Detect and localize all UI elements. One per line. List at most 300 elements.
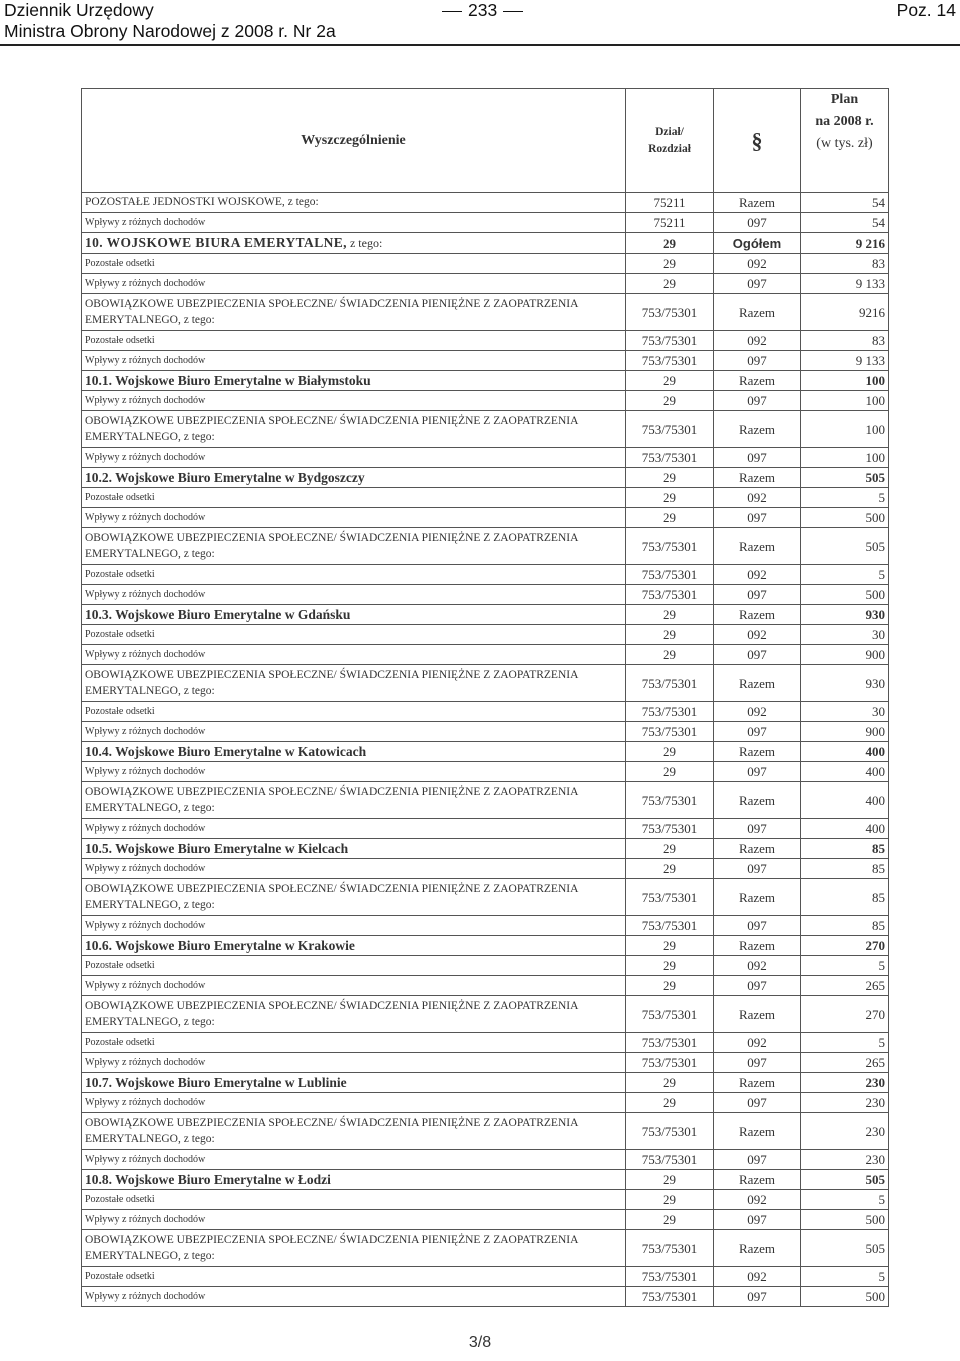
row-paragraph: Razem: [714, 996, 801, 1033]
table-row: [82, 528, 889, 565]
row-description: [82, 1230, 626, 1267]
row-dzial: 29: [626, 233, 714, 254]
table-row: [82, 351, 889, 371]
row-description-text: Wpływy z różnych dochodów: [85, 278, 206, 289]
row-description-text: Wpływy z różnych dochodów: [85, 355, 206, 366]
row-description-text: 10.3. Wojskowe Biuro Emerytalne w Gdańsku: [85, 607, 351, 622]
row-description-text: Wpływy z różnych dochodów: [85, 1154, 206, 1165]
row-description: [82, 468, 626, 488]
row-dzial: 753/75301: [626, 1267, 714, 1287]
table-row: [82, 859, 889, 879]
row-description-text: 10.8. Wojskowe Biuro Emerytalne w Łodzi: [85, 1172, 331, 1187]
row-paragraph: 092: [714, 625, 801, 645]
row-dzial: 753/75301: [626, 585, 714, 605]
row-plan-value: 5: [801, 1267, 889, 1287]
row-plan-value: 9216: [801, 294, 889, 331]
row-paragraph: Razem: [714, 742, 801, 762]
row-plan-value: 500: [801, 1287, 889, 1307]
row-description-text: POZOSTAŁE JEDNOSTKI WOJSKOWE, z tego:: [85, 196, 319, 208]
row-plan-value: 30: [801, 702, 889, 722]
table-row: [82, 565, 889, 585]
row-dzial: 29: [626, 488, 714, 508]
row-paragraph: 092: [714, 1267, 801, 1287]
table-row: [82, 722, 889, 742]
row-paragraph: 097: [714, 274, 801, 294]
row-paragraph: 097: [714, 645, 801, 665]
row-description-text: 10.5. Wojskowe Biuro Emerytalne w Kielcach: [85, 841, 349, 856]
table-row: [82, 391, 889, 411]
row-description: [82, 351, 626, 371]
row-description-text: Pozostałe odsetki: [85, 706, 155, 717]
row-dzial: 753/75301: [626, 411, 714, 448]
row-plan-value: 9 133: [801, 351, 889, 371]
row-dzial: 29: [626, 1190, 714, 1210]
row-paragraph: Razem: [714, 371, 801, 391]
dash-right: [503, 11, 523, 12]
table-row: [82, 233, 889, 254]
row-plan-value: 5: [801, 1190, 889, 1210]
header-plan-line2: na 2008 r.: [815, 114, 874, 129]
row-paragraph: 097: [714, 976, 801, 996]
row-description: [82, 1267, 626, 1287]
row-dzial: 753/75301: [626, 565, 714, 585]
row-paragraph: Razem: [714, 193, 801, 213]
row-plan-value: 230: [801, 1113, 889, 1150]
row-description: [82, 448, 626, 468]
row-plan-value: 930: [801, 665, 889, 702]
row-plan-value: 500: [801, 585, 889, 605]
row-description: [82, 1053, 626, 1073]
row-plan-value: 230: [801, 1150, 889, 1170]
header-rule: [0, 44, 960, 46]
table-row: [82, 976, 889, 996]
row-description-text: OBOWIĄZKOWE UBEZPIECZENIA SPOŁECZNE/ ŚWIADCZENIA PIENIĘŻNE Z ZAOPATRZENIA EMERYTALNEGO, z tego:: [85, 298, 578, 326]
row-description-text: Wpływy z różnych dochodów: [85, 766, 206, 777]
row-paragraph: Razem: [714, 839, 801, 859]
publisher-line: Ministra Obrony Narodowej z 2008 r. Nr 2a: [4, 21, 336, 41]
row-description-text: Pozostałe odsetki: [85, 258, 155, 269]
table-row: [82, 371, 889, 391]
row-description-text: Wpływy z różnych dochodów: [85, 649, 206, 660]
row-dzial: 29: [626, 1073, 714, 1093]
page-header-left: [4, 0, 336, 42]
row-paragraph: 092: [714, 331, 801, 351]
row-paragraph: 097: [714, 916, 801, 936]
row-description: [82, 254, 626, 274]
row-plan-value: 230: [801, 1093, 889, 1113]
row-plan-value: 265: [801, 976, 889, 996]
row-dzial: 753/75301: [626, 294, 714, 331]
table-row: [82, 508, 889, 528]
row-description: [82, 508, 626, 528]
row-plan-value: 5: [801, 1033, 889, 1053]
row-plan-value: 230: [801, 1073, 889, 1093]
table-row: [82, 762, 889, 782]
header-description: Wyszczególnienie: [82, 89, 626, 193]
row-plan-value: 54: [801, 193, 889, 213]
row-dzial: 753/75301: [626, 1113, 714, 1150]
table-row: [82, 916, 889, 936]
row-paragraph: Razem: [714, 528, 801, 565]
table-row: [82, 331, 889, 351]
dash-left: [442, 11, 462, 12]
row-dzial: 29: [626, 839, 714, 859]
row-paragraph: 092: [714, 1033, 801, 1053]
row-description: [82, 936, 626, 956]
row-paragraph: Razem: [714, 879, 801, 916]
row-plan-value: 400: [801, 762, 889, 782]
row-dzial: 29: [626, 1093, 714, 1113]
row-paragraph: Razem: [714, 782, 801, 819]
row-dzial: 29: [626, 254, 714, 274]
row-dzial: 753/75301: [626, 782, 714, 819]
row-description: [82, 488, 626, 508]
row-paragraph: 097: [714, 391, 801, 411]
row-description: [82, 391, 626, 411]
row-plan-value: 265: [801, 1053, 889, 1073]
row-description: [82, 605, 626, 625]
row-dzial: 29: [626, 742, 714, 762]
row-paragraph: 092: [714, 565, 801, 585]
header-dzial-line2: Rozdział: [648, 142, 691, 155]
table-row: [82, 1230, 889, 1267]
row-paragraph: 097: [714, 1287, 801, 1307]
table-row: [82, 468, 889, 488]
row-paragraph: Razem: [714, 1073, 801, 1093]
header-plan: [801, 89, 889, 193]
table-row: [82, 1053, 889, 1073]
row-dzial: 29: [626, 371, 714, 391]
row-paragraph: 097: [714, 508, 801, 528]
row-paragraph: Razem: [714, 605, 801, 625]
row-description: [82, 1170, 626, 1190]
row-paragraph: Razem: [714, 1113, 801, 1150]
row-description: [82, 565, 626, 585]
row-paragraph: Razem: [714, 294, 801, 331]
table-row: [82, 294, 889, 331]
row-paragraph: 097: [714, 585, 801, 605]
table-row: [82, 411, 889, 448]
table-row: [82, 1170, 889, 1190]
row-plan-value: 100: [801, 448, 889, 468]
row-paragraph: 097: [714, 1150, 801, 1170]
row-description: [82, 233, 626, 254]
row-paragraph: 092: [714, 956, 801, 976]
page-number: [436, 0, 529, 21]
row-paragraph: 097: [714, 351, 801, 371]
header-dzial-line1: Dział/: [655, 125, 684, 138]
header-plan-line1: Plan: [830, 92, 859, 107]
row-plan-value: 100: [801, 371, 889, 391]
row-description: [82, 331, 626, 351]
row-dzial: 29: [626, 605, 714, 625]
row-paragraph: 097: [714, 762, 801, 782]
row-plan-value: 270: [801, 936, 889, 956]
row-description-text: OBOWIĄZKOWE UBEZPIECZENIA SPOŁECZNE/ ŚWIADCZENIA PIENIĘŻNE Z ZAOPATRZENIA EMERYTALNEGO, z tego:: [85, 669, 578, 697]
table-row: [82, 936, 889, 956]
row-description-text: 10.1. Wojskowe Biuro Emerytalne w Białymstoku: [85, 373, 371, 388]
table-row: [82, 1093, 889, 1113]
row-paragraph: Razem: [714, 665, 801, 702]
row-plan-value: 500: [801, 508, 889, 528]
row-description-text: OBOWIĄZKOWE UBEZPIECZENIA SPOŁECZNE/ ŚWIADCZENIA PIENIĘŻNE Z ZAOPATRZENIA EMERYTALNEGO, z tego:: [85, 1234, 578, 1262]
row-paragraph: 097: [714, 213, 801, 233]
row-dzial: 29: [626, 274, 714, 294]
row-plan-value: 54: [801, 213, 889, 233]
row-description: [82, 916, 626, 936]
row-description: [82, 1093, 626, 1113]
row-description: [82, 625, 626, 645]
row-description-text: Pozostałe odsetki: [85, 629, 155, 640]
row-description-text: Wpływy z różnych dochodów: [85, 452, 206, 463]
row-description: [82, 859, 626, 879]
row-dzial: 753/75301: [626, 916, 714, 936]
row-description-text: Pozostałe odsetki: [85, 1037, 155, 1048]
row-description: [82, 742, 626, 762]
row-plan-value: 400: [801, 819, 889, 839]
position-label: Poz. 14: [896, 0, 956, 20]
row-dzial: 753/75301: [626, 879, 714, 916]
row-paragraph: 092: [714, 488, 801, 508]
row-plan-value: 900: [801, 722, 889, 742]
row-plan-value: 270: [801, 996, 889, 1033]
row-paragraph: Razem: [714, 1230, 801, 1267]
row-description-text: Wpływy z różnych dochodów: [85, 863, 206, 874]
row-description: [82, 665, 626, 702]
row-description: [82, 762, 626, 782]
table-row: [82, 1210, 889, 1230]
row-dzial: 753/75301: [626, 351, 714, 371]
row-description-text: 10. WOJSKOWE BIURA EMERYTALNE,: [85, 235, 347, 250]
row-description: [82, 213, 626, 233]
table-row: [82, 585, 889, 605]
row-dzial: 29: [626, 956, 714, 976]
row-description-text: Wpływy z różnych dochodów: [85, 726, 206, 737]
row-description-text: 10.4. Wojskowe Biuro Emerytalne w Katowicach: [85, 744, 367, 759]
table-row: [82, 1073, 889, 1093]
table-row: [82, 996, 889, 1033]
row-description-text: Wpływy z różnych dochodów: [85, 1291, 206, 1302]
row-plan-value: 85: [801, 879, 889, 916]
row-dzial: 29: [626, 645, 714, 665]
row-description-text: OBOWIĄZKOWE UBEZPIECZENIA SPOŁECZNE/ ŚWIADCZENIA PIENIĘŻNE Z ZAOPATRZENIA EMERYTALNEGO, z tego:: [85, 883, 578, 911]
row-plan-value: 500: [801, 1210, 889, 1230]
row-description: [82, 1073, 626, 1093]
budget-table: [81, 88, 889, 1307]
table-row: [82, 702, 889, 722]
row-dzial: 29: [626, 1170, 714, 1190]
row-description: [82, 193, 626, 213]
table-row: [82, 782, 889, 819]
table-body: [82, 193, 889, 1307]
row-dzial: 29: [626, 508, 714, 528]
table-row: [82, 625, 889, 645]
row-description-text: OBOWIĄZKOWE UBEZPIECZENIA SPOŁECZNE/ ŚWIADCZENIA PIENIĘŻNE Z ZAOPATRZENIA EMERYTALNEGO, z tego:: [85, 415, 578, 443]
header-dzial: [626, 89, 714, 193]
row-plan-value: 400: [801, 782, 889, 819]
row-dzial: 753/75301: [626, 1150, 714, 1170]
row-dzial: 753/75301: [626, 702, 714, 722]
row-description-text: OBOWIĄZKOWE UBEZPIECZENIA SPOŁECZNE/ ŚWIADCZENIA PIENIĘŻNE Z ZAOPATRZENIA EMERYTALNEGO, z tego:: [85, 786, 578, 814]
table-row: [82, 665, 889, 702]
row-description: [82, 1033, 626, 1053]
row-description-text: OBOWIĄZKOWE UBEZPIECZENIA SPOŁECZNE/ ŚWIADCZENIA PIENIĘŻNE Z ZAOPATRZENIA EMERYTALNEGO, z tego:: [85, 532, 578, 560]
row-dzial: 75211: [626, 193, 714, 213]
row-plan-value: 930: [801, 605, 889, 625]
row-description-text: 10.2. Wojskowe Biuro Emerytalne w Bydgoszczy: [85, 470, 365, 485]
header-paragraph: §: [714, 89, 801, 193]
row-paragraph: Razem: [714, 411, 801, 448]
row-plan-value: 505: [801, 528, 889, 565]
table-row: [82, 819, 889, 839]
table-row: [82, 605, 889, 625]
row-dzial: 753/75301: [626, 1053, 714, 1073]
table-row: [82, 1267, 889, 1287]
table-row: [82, 274, 889, 294]
row-description-text: Pozostałe odsetki: [85, 1271, 155, 1282]
row-description-text: Wpływy z różnych dochodów: [85, 217, 206, 228]
row-description-suffix: z tego:: [346, 236, 383, 250]
row-plan-value: 400: [801, 742, 889, 762]
row-dzial: 753/75301: [626, 665, 714, 702]
row-plan-value: 9 133: [801, 274, 889, 294]
row-description-text: Wpływy z różnych dochodów: [85, 823, 206, 834]
row-plan-value: 5: [801, 565, 889, 585]
row-description-text: Pozostałe odsetki: [85, 335, 155, 346]
row-dzial: 753/75301: [626, 448, 714, 468]
row-plan-value: 85: [801, 839, 889, 859]
row-description: [82, 371, 626, 391]
row-plan-value: 5: [801, 488, 889, 508]
row-dzial: 753/75301: [626, 1287, 714, 1307]
row-plan-value: 100: [801, 391, 889, 411]
row-dzial: 29: [626, 391, 714, 411]
row-description-text: Wpływy z różnych dochodów: [85, 589, 206, 600]
row-plan-value: 505: [801, 468, 889, 488]
row-description: [82, 1150, 626, 1170]
row-paragraph: 097: [714, 448, 801, 468]
row-plan-value: 5: [801, 956, 889, 976]
table-row: [82, 448, 889, 468]
page-fraction: 3/8: [468, 1334, 492, 1351]
row-description: [82, 1287, 626, 1307]
row-plan-value: 505: [801, 1170, 889, 1190]
row-description-text: Wpływy z różnych dochodów: [85, 1057, 206, 1068]
row-paragraph: 092: [714, 1190, 801, 1210]
row-paragraph: Ogółem: [714, 233, 801, 254]
row-plan-value: 83: [801, 331, 889, 351]
row-description-text: Wpływy z różnych dochodów: [85, 512, 206, 523]
row-description: [82, 976, 626, 996]
row-description-text: OBOWIĄZKOWE UBEZPIECZENIA SPOŁECZNE/ ŚWIADCZENIA PIENIĘŻNE Z ZAOPATRZENIA EMERYTALNEGO, z tego:: [85, 1000, 578, 1028]
table-row: [82, 742, 889, 762]
row-plan-value: 100: [801, 411, 889, 448]
row-description: [82, 1210, 626, 1230]
row-description-text: Pozostałe odsetki: [85, 569, 155, 580]
row-paragraph: Razem: [714, 1170, 801, 1190]
row-plan-value: 9 216: [801, 233, 889, 254]
row-dzial: 75211: [626, 213, 714, 233]
table-row: [82, 1287, 889, 1307]
row-paragraph: 097: [714, 859, 801, 879]
row-description: [82, 996, 626, 1033]
page-number-text: 233: [468, 0, 498, 20]
table-row: [82, 1190, 889, 1210]
row-paragraph: 092: [714, 702, 801, 722]
row-dzial: 753/75301: [626, 722, 714, 742]
row-description-text: 10.7. Wojskowe Biuro Emerytalne w Lublinie: [85, 1075, 347, 1090]
table-row: [82, 1150, 889, 1170]
row-dzial: 753/75301: [626, 819, 714, 839]
row-dzial: 29: [626, 936, 714, 956]
row-paragraph: 097: [714, 1093, 801, 1113]
row-plan-value: 85: [801, 859, 889, 879]
header-plan-unit: (w tys. zł): [816, 136, 873, 151]
row-description: [82, 294, 626, 331]
row-dzial: 753/75301: [626, 331, 714, 351]
row-description: [82, 411, 626, 448]
row-description: [82, 1113, 626, 1150]
table-row: [82, 213, 889, 233]
row-paragraph: Razem: [714, 936, 801, 956]
row-description: [82, 819, 626, 839]
row-plan-value: 83: [801, 254, 889, 274]
row-paragraph: 097: [714, 722, 801, 742]
journal-title: Dziennik Urzędowy: [4, 0, 154, 20]
table-row: [82, 839, 889, 859]
row-dzial: 753/75301: [626, 1033, 714, 1053]
row-paragraph: 097: [714, 1053, 801, 1073]
row-dzial: 29: [626, 468, 714, 488]
row-paragraph: 097: [714, 819, 801, 839]
table-header-row: [82, 89, 889, 193]
row-dzial: 29: [626, 859, 714, 879]
row-plan-value: 30: [801, 625, 889, 645]
row-description-text: Wpływy z różnych dochodów: [85, 1097, 206, 1108]
row-dzial: 29: [626, 762, 714, 782]
row-plan-value: 900: [801, 645, 889, 665]
table-row: [82, 645, 889, 665]
row-description-text: Pozostałe odsetki: [85, 492, 155, 503]
row-description: [82, 879, 626, 916]
row-description-text: Wpływy z różnych dochodów: [85, 1214, 206, 1225]
row-description: [82, 645, 626, 665]
table-row: [82, 879, 889, 916]
row-dzial: 753/75301: [626, 1230, 714, 1267]
row-description-text: OBOWIĄZKOWE UBEZPIECZENIA SPOŁECZNE/ ŚWIADCZENIA PIENIĘŻNE Z ZAOPATRZENIA EMERYTALNEGO, z tego:: [85, 1117, 578, 1145]
row-paragraph: 097: [714, 1210, 801, 1230]
table-row: [82, 1113, 889, 1150]
row-description-text: Pozostałe odsetki: [85, 1194, 155, 1205]
row-dzial: 29: [626, 976, 714, 996]
row-paragraph: 092: [714, 254, 801, 274]
table-row: [82, 488, 889, 508]
row-description: [82, 839, 626, 859]
row-description: [82, 702, 626, 722]
row-description-text: 10.6. Wojskowe Biuro Emerytalne w Krakowie: [85, 938, 355, 953]
row-plan-value: 85: [801, 916, 889, 936]
row-description-text: Wpływy z różnych dochodów: [85, 395, 206, 406]
row-description: [82, 274, 626, 294]
row-description: [82, 782, 626, 819]
row-description-text: Pozostałe odsetki: [85, 960, 155, 971]
row-description: [82, 1190, 626, 1210]
row-dzial: 29: [626, 625, 714, 645]
row-description: [82, 956, 626, 976]
row-plan-value: 505: [801, 1230, 889, 1267]
row-description-text: Wpływy z różnych dochodów: [85, 920, 206, 931]
table-row: [82, 254, 889, 274]
